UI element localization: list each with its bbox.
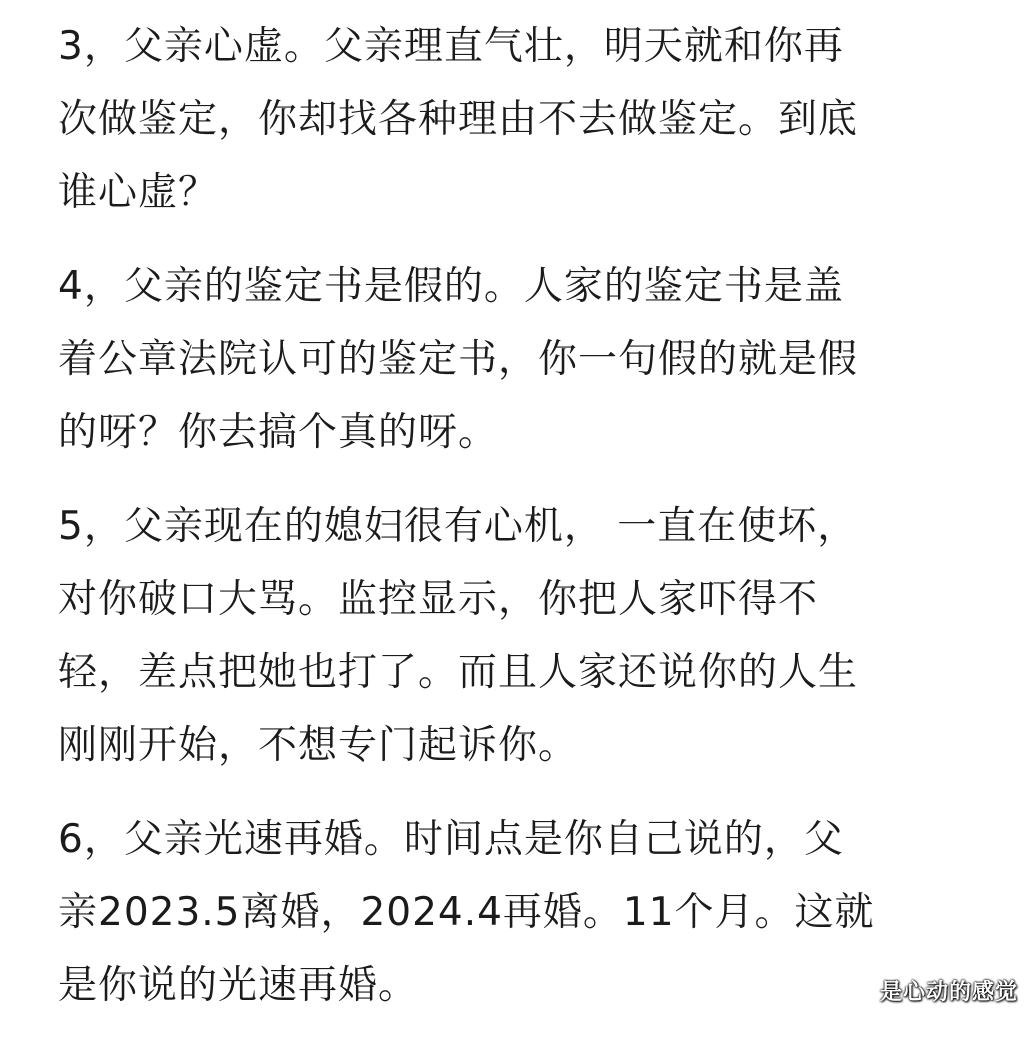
paragraph-line: 轻，差点把她也打了。而且人家还说你的人生 bbox=[58, 650, 859, 695]
paragraph-4 bbox=[58, 250, 998, 469]
paragraph-line: 对你破口大骂。监控显示，你把人家吓得不 bbox=[58, 577, 819, 622]
paragraph-line: 刚刚开始，不想专门起诉你。 bbox=[58, 723, 579, 768]
paragraph-line: 亲2023.5离婚，2024.4再婚。11个月。这就 bbox=[58, 890, 875, 935]
paragraph-line: 是你说的光速再婚。 bbox=[58, 963, 419, 1008]
paragraph-line: 着公章法院认可的鉴定书，你一句假的就是假 bbox=[58, 337, 859, 382]
paragraph-line: 次做鉴定，你却找各种理由不去做鉴定。到底 bbox=[58, 97, 859, 142]
paragraph-line: 6，父亲光速再婚。时间点是你自己说的，父 bbox=[58, 817, 844, 862]
paragraph-line: 4，父亲的鉴定书是假的。人家的鉴定书是盖 bbox=[58, 264, 844, 309]
paragraph-line: 3，父亲心虚。父亲理直气壮，明天就和你再 bbox=[58, 24, 844, 69]
paragraph-line: 5，父亲现在的媳妇很有心机， 一直在使坏， bbox=[58, 504, 858, 549]
paragraph-line: 谁心虚？ bbox=[58, 170, 219, 215]
paragraph-5 bbox=[58, 490, 998, 782]
article-body bbox=[58, 10, 998, 1043]
watermark: 是心动的感觉 bbox=[879, 980, 1018, 1005]
paragraph-line: 的呀？你去搞个真的呀。 bbox=[58, 410, 499, 455]
paragraph-3 bbox=[58, 10, 998, 229]
paragraph-6 bbox=[58, 803, 998, 1022]
